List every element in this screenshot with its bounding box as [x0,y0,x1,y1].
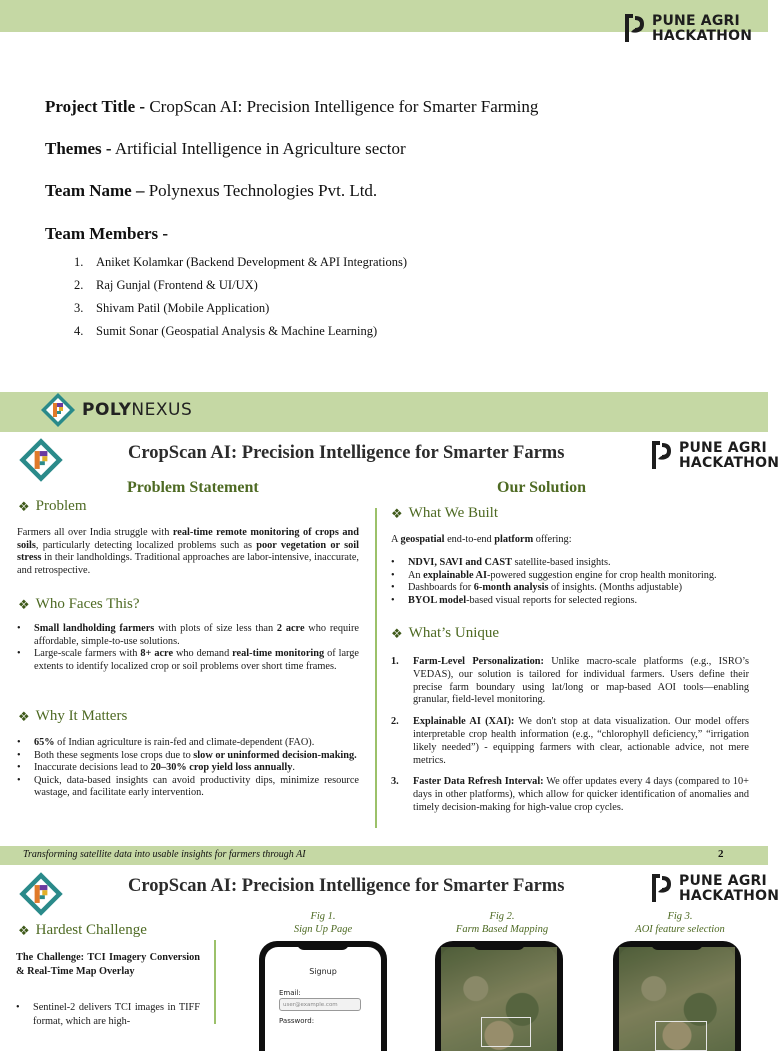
themes-row [45,139,406,159]
challenge-list [16,1001,200,1029]
list-item: • Both these segments lose crops due to slow or uninformed decision-making. [17,750,359,763]
list-item: • Large-scale farmers with 8+ acre who demand real-time monitoring of large extents to identify localized crop or soil problems over short time frames. [17,648,359,673]
list-item: • An explainable AI-powered suggestion engine for crop health monitoring. [391,570,749,583]
list-item: 2. Explainable AI (XAI): We don't stop at data visualization. Our model offers interpretable crop health information (e.g., “chlorophyll deficiency,” “irrigation likely needed”) - equipping farmers with clear, actionable advice, not mere metrics. [391,716,749,766]
list-item: • Dashboards for 6-month analysis of insights. (Months adjustable) [391,582,749,595]
sprout-icon [649,439,675,473]
logo-text-line1: PUNE AGRI [679,873,767,889]
figure-caption-3: Fig 3. AOI feature selection [635,911,725,935]
poly-text-bold: POLY [82,400,132,420]
polynexus-mark-icon [18,437,64,483]
hardest-challenge-heading: ❖ Hardest Challenge [18,922,147,938]
phone-notch [651,941,703,950]
team-members-list [74,251,407,343]
why-matters-heading: ❖ Why It Matters [18,708,128,724]
email-field[interactable]: user@example.com [279,998,361,1011]
themes-label: Themes - [45,139,112,158]
diamond-bullet-icon: ❖ [391,505,403,521]
list-item: 2. Raj Gunjal (Frontend & UI/UX) [74,278,258,292]
logo-text-line2: HACKATHON [679,455,779,471]
list-item: • Quick, data-based insights can avoid productivity dips, minimize resource wastage, and facilitate early intervention. [17,775,359,800]
phone-notch [297,941,349,950]
diamond-bullet-icon: ❖ [391,625,403,641]
who-faces-heading: ❖ Who Faces This? [18,596,140,612]
phone-mockup-aoi [613,941,741,1051]
phone-notch [473,941,525,950]
pune-agri-logo [649,439,779,473]
slide-title: CropScan AI: Precision Intelligence for Smarter Farms [128,876,565,896]
themes-value: Artificial Intelligence in Agriculture sector [114,139,406,158]
team-name-label: Team Name – [45,181,145,200]
signup-title: Signup [309,967,337,976]
diamond-bullet-icon: ❖ [18,922,30,938]
list-item: • NDVI, SAVI and CAST satellite-based insights. [391,557,749,570]
team-name-value: Polynexus Technologies Pvt. Ltd. [148,181,378,200]
list-item: 3. Faster Data Refresh Interval: We offer updates every 4 days (compared to 10+ days in other platforms), which allow for quicker identification of anomalies and timely decision-making for high-value crop cycles. [391,776,749,813]
problem-statement-heading: Problem Statement [127,479,259,496]
team-members-heading [45,224,168,244]
diamond-bullet-icon: ❖ [18,708,30,724]
logo-text-line2: HACKATHON [652,28,753,44]
project-title-label: Project Title - [45,97,146,116]
column-divider [375,508,377,828]
who-faces-list [17,623,359,673]
what-we-built-list [391,557,749,607]
sprout-icon [649,872,675,906]
list-item: • Inaccurate decisions lead to 20–30% crop yield loss annually. [17,762,359,775]
problem-heading: ❖ Problem [18,498,87,514]
logo-text-line2: HACKATHON [679,888,779,904]
page-number: 2 [718,848,724,860]
whats-unique-list [391,656,749,824]
polynexus-mark-icon [18,871,64,917]
what-we-built-heading: ❖ What We Built [391,505,498,521]
diamond-bullet-icon: ❖ [18,498,30,514]
signup-screen [265,947,381,1051]
email-label: Email: [279,989,301,997]
list-item: • Sentinel-2 delivers TCI images in TIFF format, which are high- [16,1001,200,1029]
password-label: Password: [279,1017,315,1025]
logo-text-line1: PUNE AGRI [652,13,740,29]
list-item: 3. Shivam Patil (Mobile Application) [74,301,270,315]
figure-caption-2: Fig 2. Farm Based Mapping [455,911,549,935]
pune-agri-logo [649,872,779,906]
poly-text-rest: NEXUS [131,400,193,420]
project-title-value: CropScan AI: Precision Intelligence for Smarter Farming [149,97,539,116]
team-members-label: Team Members - [45,224,169,243]
figure-caption-1: Fig 1. Sign Up Page [293,911,353,935]
challenge-text: The Challenge: TCI Imagery Conversion & Real-Time Map Overlay [16,952,200,977]
column-divider [214,940,216,1024]
list-item: • 65% of Indian agriculture is rain-fed and climate-dependent (FAO). [17,737,359,750]
diamond-bullet-icon: ❖ [18,596,30,612]
list-item: 1. Farm-Level Personalization: Unlike macro-scale platforms (e.g., ISRO’s VEDAS), our solution is tailored for individual farmers. Users define their precise farm boundary using lat/long or map-based AOI tools—enabling granular, field-level monitoring. [391,656,749,706]
satellite-map[interactable] [441,947,557,1051]
footer-tagline: Transforming satellite data into usable insights for farmers through AI [23,849,306,860]
list-item: • Small landholding farmers with plots of size less than 2 acre who require affordable, simple-to-use solutions. [17,623,359,648]
polynexus-logo [40,392,192,428]
farm-boundary [481,1017,531,1047]
list-item: 1. Aniket Kolamkar (Backend Development & API Integrations) [74,255,408,269]
list-item: 4. Sumit Sonar (Geospatial Analysis & Machine Learning) [74,324,378,338]
polynexus-mark-icon [40,392,76,428]
phone-mockup-signup [259,941,387,1051]
aoi-selection-map[interactable] [619,947,735,1051]
our-solution-heading: Our Solution [497,479,587,496]
list-item: • BYOL model-based visual reports for selected regions. [391,595,749,608]
project-title-row [45,97,538,117]
whats-unique-heading: ❖ What’s Unique [391,625,500,641]
pune-agri-logo [622,12,752,46]
aoi-selection-box [655,1021,707,1051]
problem-text: Farmers all over India struggle with real-time remote monitoring of crops and soils, particularly detecting localized problems such as poor vegetation or soil stress in their landholdings. Traditional approaches are labor-intensive, inaccurate, and retrospective. [17,527,359,576]
phone-mockup-farm-map [435,941,563,1051]
logo-text-line1: PUNE AGRI [679,440,767,456]
sprout-icon [622,12,648,46]
slide-title: CropScan AI: Precision Intelligence for Smarter Farms [128,443,565,463]
team-name-row [45,181,377,201]
why-matters-list [17,737,359,800]
what-we-built-intro: A geospatial end-to-end platform offering: [391,534,572,545]
